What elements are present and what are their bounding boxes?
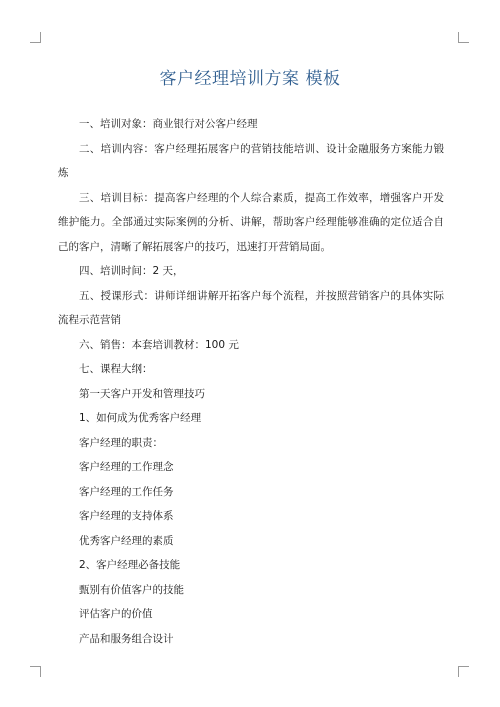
outline-item: 客户经理的职责： [79,436,163,449]
outline-item: 客户经理的工作理念 [79,461,174,473]
outline-item: 甄别有价值客户的技能 [79,583,184,596]
crop-mark-top-right [458,32,469,43]
outline-item: 客户经理的支持体系 [79,510,174,522]
outline-item: 1、如何成为优秀客户经理 [79,412,202,424]
outline-day-one: 第一天客户开发和管理技巧 [79,387,205,400]
outline-item: 评估客户的价值 [79,608,153,620]
paragraph-training-time: 四、培训时间：2 天， [79,265,184,277]
paragraph-training-content: 二、培训内容：客户经理拓展客户的营销技能培训、设计金融服务方案能力锻炼 [58,142,444,179]
outline-item: 客户经理的工作任务 [79,485,174,498]
paragraph-target-audience: 一、培训对象：商业银行对公客户经理 [79,118,258,130]
crop-mark-bottom-right [458,666,469,677]
outline-item: 产品和服务组合设计 [79,632,174,645]
page-title: 客户经理培训方案 模板 [159,69,341,89]
paragraph-course-outline: 七、课程大纲： [79,363,153,375]
crop-mark-top-left [30,32,41,43]
outline-item: 优秀客户经理的素质 [79,534,174,547]
outline-item: 2、客户经理必备技能 [79,559,181,571]
crop-mark-bottom-left [30,666,41,677]
paragraph-training-goal: 三、培训目标：提高客户经理的个人综合素质，提高工作效率，增强客户开发维护能力。全部通过实际案例的分析、讲解，帮助客户经理能够准确的定位适合自己的客户，清晰了解拓展客户的技巧，迅速打开营销局面。 [58,191,444,253]
paragraph-sales: 六、销售：本套培训教材：100 元 [79,338,239,351]
document-body [58,112,444,651]
paragraph-teaching-format: 五、授课形式：讲师详细讲解开拓客户每个流程，并按照营销客户的具体实际流程示范营销 [58,289,444,326]
